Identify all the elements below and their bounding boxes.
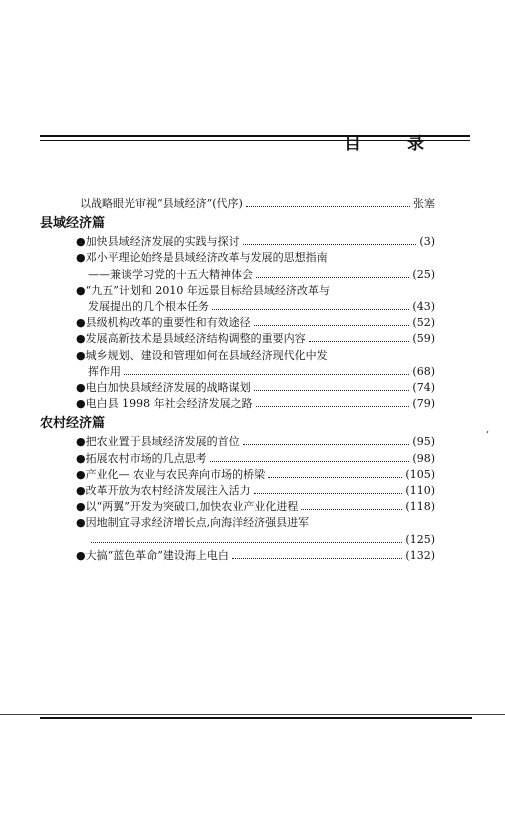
page-number: (74) xyxy=(412,381,435,395)
leader-dots xyxy=(124,366,409,375)
page-number: (68) xyxy=(412,364,435,378)
section-heading: 县域经济篇 xyxy=(40,216,106,232)
leader-dots xyxy=(243,436,410,445)
toc-entry-line[interactable] xyxy=(40,532,435,548)
toc-entry-line[interactable] xyxy=(40,380,435,396)
preface-title: 以战略眼光审视“县域经济”(代序) xyxy=(80,197,243,210)
toc-entry-line[interactable] xyxy=(40,548,435,564)
leader-dots xyxy=(246,198,410,207)
toc-entry-text: ●“九五”计划和 2010 年远景目标给县域经济改革与 xyxy=(76,283,330,297)
toc-entry-text: 发展提出的几个根本任务 xyxy=(88,300,209,314)
toc-entry-text: ●电白县 1998 年社会经济发展之路 xyxy=(76,397,253,411)
toc-entry-text: ●把农业置于县域经济发展的首位 xyxy=(76,435,240,449)
leader-dots xyxy=(301,501,402,510)
toc-entry-text: ●因地制宜寻求经济增长点,向海洋经济强县进军 xyxy=(76,516,310,530)
leader-dots xyxy=(254,382,410,391)
page-number: (110) xyxy=(405,484,435,498)
toc-entry-text: 挥作用 xyxy=(88,364,121,378)
leader-dots xyxy=(254,317,410,326)
toc-entry-line[interactable] xyxy=(40,299,435,315)
preface-author: 张塞 xyxy=(413,197,435,210)
toc-entry-line[interactable] xyxy=(40,315,435,331)
bottom-rule-thick xyxy=(40,717,472,719)
toc-entry-text: ●改革开放为农村经济发展注入活力 xyxy=(76,484,251,498)
toc-entry-text: ——兼谈学习党的十五大精神体会 xyxy=(88,267,253,281)
scan-speck: , xyxy=(486,424,490,435)
toc-entry-text: ●发展高新技术是县域经济结构调整的重要内容 xyxy=(76,332,306,346)
leader-dots xyxy=(243,236,417,245)
page-number: (59) xyxy=(412,332,435,346)
title-rule xyxy=(40,134,470,154)
page-number: (132) xyxy=(405,548,435,562)
page-number: (3) xyxy=(419,235,435,249)
toc-entry-line[interactable] xyxy=(40,250,435,266)
toc-entry-text: ●产业化— 农业与农民奔向市场的桥梁 xyxy=(76,467,266,481)
page-number: (98) xyxy=(412,451,435,465)
toc-entry-text: ●拓展农村市场的几点思考 xyxy=(76,451,207,465)
title-rule-thin xyxy=(40,140,470,141)
toc-entry-line[interactable] xyxy=(40,267,435,283)
leader-dots xyxy=(268,469,402,478)
page-number: (125) xyxy=(405,532,435,546)
toc-entry-text: ●加快县域经济发展的实践与探讨 xyxy=(76,235,240,249)
leader-dots xyxy=(309,333,410,342)
toc-entry-text: ●县级机构改革的重要性和有效途径 xyxy=(76,316,251,330)
toc-entry-line[interactable] xyxy=(40,234,435,250)
leader-dots xyxy=(91,534,402,543)
leader-dots xyxy=(210,453,410,462)
page-number: (118) xyxy=(405,500,435,514)
page-number: (52) xyxy=(412,316,435,330)
leader-dots xyxy=(256,269,409,278)
leader-dots xyxy=(256,398,410,407)
toc-entry-line[interactable] xyxy=(40,331,435,347)
toc-entry-text: ●大搞“蓝色革命”建设海上电白 xyxy=(76,548,229,562)
toc-entry-line[interactable] xyxy=(40,364,435,380)
bottom-rule-thin xyxy=(0,714,505,715)
toc-entry-line[interactable] xyxy=(40,283,435,299)
toc-entry-line[interactable] xyxy=(40,483,435,499)
toc-entry-text: ●邓小平理论始终是县域经济改革与发展的思想指南 xyxy=(76,251,328,265)
page-number: (25) xyxy=(412,267,435,281)
page-title: 目 录 xyxy=(344,134,444,154)
page-number: (79) xyxy=(412,397,435,411)
toc-entry-line[interactable] xyxy=(40,434,435,450)
page-number: (43) xyxy=(412,300,435,314)
section-heading: 农村经济篇 xyxy=(40,416,106,432)
toc-entry-line[interactable] xyxy=(40,396,435,412)
toc-entry-line[interactable] xyxy=(40,467,435,483)
toc-entry-text: ●城乡规划、建设和管理如何在县域经济现代化中发 xyxy=(76,348,328,362)
toc-entry-line[interactable] xyxy=(40,515,435,531)
leader-dots xyxy=(232,550,403,559)
page-number: (105) xyxy=(405,467,435,481)
toc-entry-text: ●以“两翼”开发为突破口,加快农业产业化进程 xyxy=(76,500,299,514)
table-of-contents xyxy=(40,196,435,564)
toc-entry-line[interactable] xyxy=(40,451,435,467)
toc-entry-text: ●电白加快县域经济发展的战略谋划 xyxy=(76,381,251,395)
leader-dots xyxy=(254,485,403,494)
page-number: (95) xyxy=(412,435,435,449)
toc-entry-line[interactable] xyxy=(40,499,435,515)
preface-entry[interactable] xyxy=(40,196,435,212)
toc-entry-line[interactable] xyxy=(40,348,435,364)
leader-dots xyxy=(212,301,409,310)
